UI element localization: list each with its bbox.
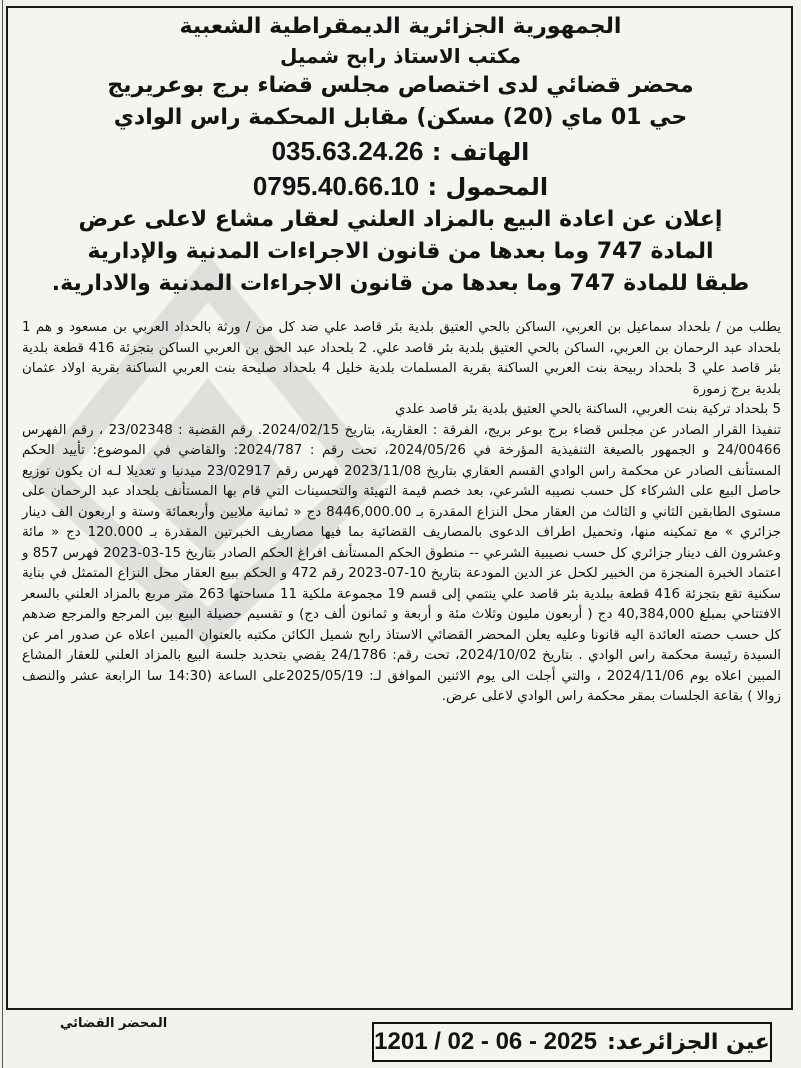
mobile-line (30, 169, 771, 204)
phone-number: 035.63.24.26 (271, 136, 424, 166)
office-name: مكتب الاستاذ رابح شميل (280, 44, 521, 68)
office-address: حي 01 ماي (20) مسكن) مقابل المحكمة راس الوادي (113, 105, 688, 130)
body-paragraph-ruling: تنفيذا القرار الصادر عن مجلس قضاء برج بوعر بريج، الفرقة : العقارية، بتاريخ 2024/02/15. رقم القضية : 23/02348 ، رقم الفهرس 24/00466 و الجمهور بالصيغة التنفيذية المؤرخة في 2024/05/26، تحت رقم : 2024/787: والقاضي في الموضوع: تأييد الحكم المستأنف الصادر عن محكمة راس الوادي القسم العقاري بتاريخ 2023/11/08 فهرس رقم 23/02917 ميدنيا و تعديلا لـه ان يكون توزيع حاصل البيع على الشركاء كل حسب نصيبه الشرعي، بعد خصم قيمة التهيئة والتحسينات التي قام بها المستأنف بلحداد عبد الرحمان على مستوى الطابقين الثاني و الثالث من العقار محل النزاع المقدرة بـ 8446,000.00 دج « ثمانية ملايين وأربعمائة وستة و اربعون الف دينار جزائري » مع تمكينه منها، وتحميل اطراف الدعوى بالمصاريف القضائية بما فيها مصاريف الخبرتين المقدرة بـ 120.000 دج « مائة وعشرون الف دينار جزائري كل حسب نصيبية الشرعي -- منطوق الحكم المستأنف افراغ الحكم الصادر بتاريخ 15-03-2023 فهرس 857 و اعتماد الخبرة المنجزة من الخبير لكحل عز الدين المودعة بتاريخ 10-07-2023 رقم 472 و الحكم ببيع العقار محل النزاع المتمثل في بناية سكنية تقع بتجزئة 416 قطعة ببلدية بئر قاصد علي ينتمي إلى قسم 19 مجموعة ملكية 11 مساحتها 263 متر مربع بالمزاد العلني بالسعر الافتتاحي بمبلغ 40,384,000 دج ( أربعون مليون وثلاث مئة و أربعة و ثمانون ألف دج) و تقسيم حصيلة البيع بين المرجع والمرجع ضدهم كل حسب حصته العائدة اليه قانونا وعليه يعلن المحضر القضائي الاستاذ رابح شميل الكائن مكتبه بالعنوان المبين اعلاه عن صدور امر عن السيدة رئيسة محكمة راس الوادي . بتاريخ 2024/10/02، تحت رقم: 24/1786 يقضي بتحديد جلسة البيع بالمزاد العلني للعقار المشاع المبين اعلاه يوم 2024/11/06 ، والتي أجلت الى يوم الاثنين الموافق لـ: 2025/05/19على الساعة (14:30 سا الرابعة عشر والنصف زوالا ) بقاعة الجلسات بمقر محكمة راس الوادي لاعلى عرض. (22, 422, 782, 704)
body-paragraph-parties: يطلب من / بلحداد سماعيل بن العربي، الساكن بالحي العتيق بلدية بئر قاصد علي ضد كل من / ورثة بالحداد العربي بن مسعود و هم 1 بلحداد عبد الرحمان بن العربي، الساكن بالحي العتيق بلدية بئر قاصد علي. 2 بلحداد عبد الحق بن العربي الساكن بتجزئة 416 قطعة بلدية بئر قاصد علي 3 بلحداد ربيحة بنت العربي الساكنة بقرية المسلمات بلدية خليل 4 بلحداد صليحة بنت العربي الساكنة بقرية اولاد عثمان بلدية برج زمورة (22, 320, 782, 397)
phone-label: الهاتف : (431, 138, 530, 166)
notice-title-3: طبقا للمادة 747 وما بعدها من قانون الاجراءات المدنية والادارية. (51, 271, 750, 296)
phone-line (30, 134, 771, 169)
publication-reference-box (372, 1022, 772, 1062)
page-edge-line (2, 0, 3, 1068)
notice-body (22, 318, 781, 708)
mobile-number: 0795.40.66.10 (252, 171, 420, 201)
republic-title: الجمهورية الجزائرية الديمقراطية الشعبية (179, 14, 622, 39)
notice-title-1: إعلان عن اعادة البيع بالمزاد العلني لعقار مشاع لاعلى عرض (78, 207, 723, 232)
letterhead (30, 12, 771, 300)
publication-number: 1201 / 02 - 06 - 2025 (374, 1028, 597, 1055)
signature-label: المحضر القضائي (60, 1016, 168, 1031)
mobile-label: المحمول : (427, 173, 549, 201)
notice-title-2: المادة 747 وما بعدها من قانون الاجراءات المدنية والإدارية (87, 239, 714, 264)
publication-label: عين الجزائرعد: (607, 1029, 770, 1055)
bailiff-title: محضر قضائي لدى اختصاص مجلس قضاء برج بوعريريج (107, 73, 694, 98)
body-paragraph-heir-5: 5 بلحداد تركية بنت العربي، الساكنة بالحي العتيق بلدية بئر قاصد علدي (394, 402, 781, 417)
